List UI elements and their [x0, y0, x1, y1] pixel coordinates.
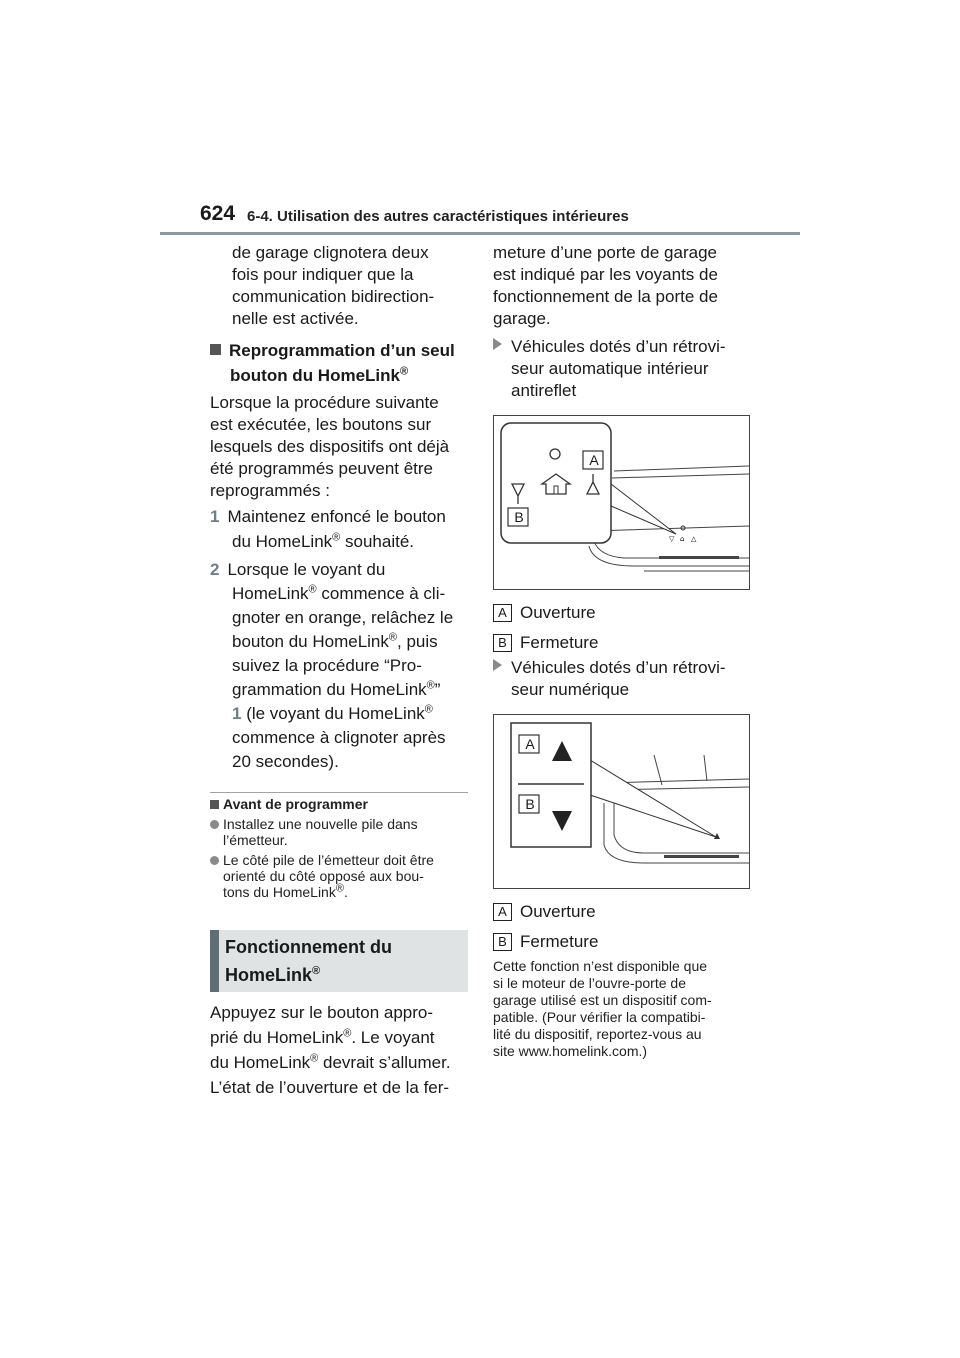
compatibility-note: Cette fonction n’est disponible que si le moteur de l’ouvre-porte de garage utilisé est un dispositif com- patible. (Pour vérifier la compatibi- lité du dispositif, reportez-vous au site www.homelink.com.)	[493, 958, 712, 1059]
triangle-bullet-icon	[493, 659, 502, 671]
chapter-title: 6-4. Utilisation des autres caractéristiques intérieures	[247, 208, 629, 225]
circle-bullet-icon	[210, 820, 219, 829]
operation-paragraph: Appuyez sur le bouton appro- prié du HomeLink®. Le voyant du HomeLink® devrait s’allumer. L’état de l’ouverture et de la fer-	[210, 1003, 451, 1097]
note-block: Avant de programmer Installez une nouvelle pile dans l’émetteur. Le côté pile de l’émetteur doit être orienté du côté opposé aux bou- tons du HomeLink®.	[210, 796, 470, 900]
section-heading: Fonctionnement du HomeLink®	[225, 937, 392, 985]
section-heading-bar	[210, 930, 219, 992]
triangle-bullet-icon	[493, 338, 502, 350]
reprogramming-paragraph: Lorsque la procédure suivante est exécutée, les boutons sur lesquels des dispositifs ont déjà été programmés peuvent être reprogrammés :	[210, 393, 450, 500]
bullet-digital-mirror: Véhicules dotés d’un rétrovi- seur numérique	[493, 657, 726, 701]
step-2: 2 Lorsque le voyant du HomeLink® commence à cli- gnoter en orange, relâchez le bouton du HomeLink®, puis suivez la procédure “Pro- grammation du HomeLink®” 1 (le voyant du HomeLink® commence à clignoter après 20 secondes).	[210, 560, 454, 771]
mirror-illustration	[494, 416, 749, 589]
legend-fig2: A Ouverture B Fermeture	[493, 897, 598, 957]
note-separator	[210, 792, 468, 793]
svg-text:▽: ▽	[669, 535, 675, 543]
reprogramming-heading: Reprogrammation d’un seul bouton du HomeLink®	[210, 338, 455, 388]
svg-text:⌂: ⌂	[680, 535, 685, 543]
step-1: 1 Maintenez enfoncé le bouton du HomeLink® souhaité.	[210, 507, 446, 551]
square-bullet-icon	[210, 344, 221, 355]
legend-fig1: A Ouverture B Fermeture	[493, 598, 598, 658]
intro-continuation: de garage clignotera deux fois pour indiquer que la communication bidirection- nelle est activée.	[232, 243, 435, 328]
figure-antiglare-mirror	[493, 415, 750, 590]
fig1-label-a: A	[589, 452, 599, 468]
fig2-label-a: A	[525, 736, 535, 752]
fig2-label-b: B	[525, 796, 535, 812]
square-bullet-icon	[210, 800, 219, 809]
right-intro: meture d’une porte de garage est indiqué par les voyants de fonctionnement de la porte de garage.	[493, 243, 718, 328]
bullet-auto-antiglare: Véhicules dotés d’un rétrovi- seur automatique intérieur antireflet	[493, 336, 726, 402]
circle-bullet-icon	[210, 856, 219, 865]
fig1-label-b: B	[514, 509, 524, 525]
page-number: 624	[200, 202, 236, 225]
svg-text:△: △	[691, 535, 697, 543]
header-rule	[160, 232, 800, 235]
figure-digital-mirror	[493, 714, 750, 889]
